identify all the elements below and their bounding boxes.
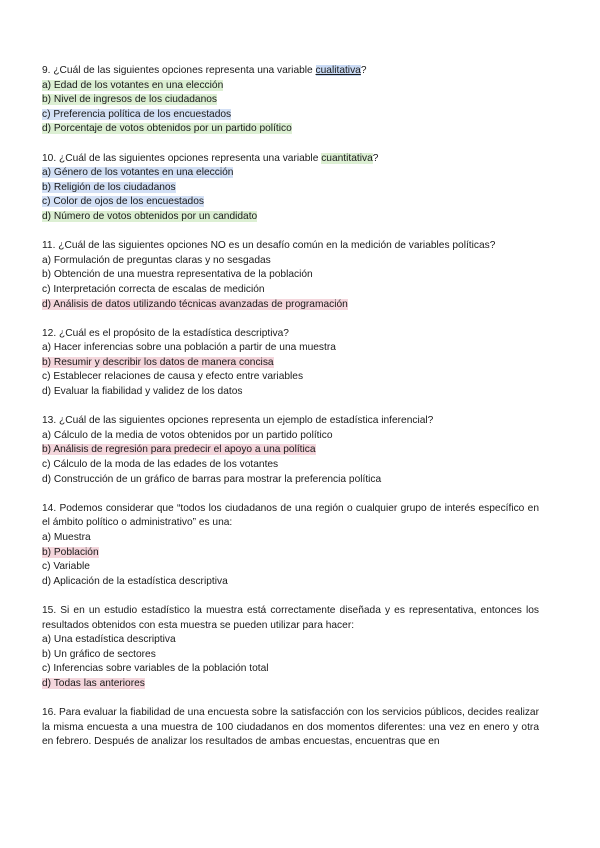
option-c [42, 108, 539, 123]
option-text: d) Aplicación de la estadística descriptiva [42, 575, 228, 587]
keyword-highlight: cualitativa [315, 65, 361, 76]
option-b [42, 648, 539, 663]
stem-text: 9. ¿Cuál de las siguientes opciones representa una variable [42, 65, 316, 76]
stem-text-end: ? [372, 152, 379, 164]
option-a [42, 254, 539, 269]
option-text: b) Un gráfico de sectores [42, 648, 156, 660]
question-stem: 16. Para evaluar la fiabilidad de una encuesta sobre la satisfacción con los servicios públicos, decides realizar la misma encuesta a una muestra de 100 ciudadanos en dos momentos diferentes: una vez en enero y otra en febrero. Después de analizar los resultados de ambas encuestas, encuentras que en [42, 707, 539, 748]
question-stem: 12. ¿Cuál es el propósito de la estadística descriptiva? [42, 327, 289, 339]
option-text: a) Formulación de preguntas claras y no sesgadas [42, 254, 271, 266]
option-c [42, 283, 539, 298]
option-text: b) Nivel de ingresos de los ciudadanos [42, 94, 217, 106]
option-d [42, 298, 539, 313]
question-13 [42, 414, 539, 487]
option-text: c) Inferencias sobre variables de la población total [42, 663, 269, 675]
option-text: b) Obtención de una muestra representativa de la población [42, 269, 313, 281]
option-text: a) Muestra [42, 532, 91, 543]
option-text: c) Cálculo de la moda de las edades de los votantes [42, 459, 279, 471]
option-text: d) Evaluar la fiabilidad y validez de los datos [42, 386, 243, 398]
question-12 [42, 327, 539, 400]
option-text: b) Análisis de regresión para predecir el apoyo a una política [42, 444, 316, 456]
option-c [42, 662, 539, 677]
option-text: c) Color de ojos de los encuestados [42, 196, 204, 208]
option-c [42, 560, 539, 575]
option-text: d) Análisis de datos utilizando técnicas avanzadas de programación [42, 298, 348, 310]
keyword-highlight: cuantitativa [321, 152, 373, 164]
option-c [42, 370, 539, 385]
option-b [42, 443, 539, 458]
option-b [42, 93, 539, 108]
option-d [42, 122, 539, 137]
option-a [42, 531, 539, 546]
option-text: a) Hacer inferencias sobre una población a partir de una muestra [42, 342, 336, 354]
option-d [42, 677, 539, 692]
option-a [42, 166, 539, 181]
option-b [42, 181, 539, 196]
question-14 [42, 502, 539, 590]
question-15 [42, 604, 539, 692]
option-d [42, 210, 539, 225]
option-text: d) Todas las anteriores [42, 677, 145, 689]
question-stem: 15. Si en un estudio estadístico la muestra está correctamente diseñada y es representativa, entonces los resultados obtenidos con esta muestra se pueden utilizar para hacer: [42, 604, 539, 631]
option-text: d) Porcentaje de votos obtenidos por un partido político [42, 123, 292, 135]
option-text: b) Religión de los ciudadanos [42, 181, 176, 193]
option-text: c) Variable [42, 561, 90, 573]
option-c [42, 195, 539, 210]
option-a [42, 79, 539, 94]
question-16 [42, 706, 539, 750]
option-d [42, 473, 539, 488]
stem-text-end: ? [360, 65, 367, 76]
option-b [42, 546, 539, 561]
question-stem: 11. ¿Cuál de las siguientes opciones NO es un desafío común en la medición de variables políticas? [42, 240, 496, 252]
option-text: c) Preferencia política de los encuestados [42, 108, 232, 120]
option-text: b) Población [42, 546, 99, 558]
option-text: a) Edad de los votantes en una elección [42, 79, 224, 91]
option-text: a) Una estadística descriptiva [42, 634, 176, 646]
question-11 [42, 239, 539, 312]
option-a [42, 633, 539, 648]
option-text: a) Género de los votantes en una elección [42, 167, 234, 179]
question-9 [42, 64, 539, 137]
question-10 [42, 152, 539, 225]
option-text: b) Resumir y describir los datos de manera concisa [42, 356, 274, 368]
option-text: a) Cálculo de la media de votos obtenidos por un partido político [42, 429, 333, 441]
option-c [42, 458, 539, 473]
option-a [42, 429, 539, 444]
option-text: c) Establecer relaciones de causa y efecto entre variables [42, 371, 304, 383]
option-a [42, 341, 539, 356]
question-stem: 13. ¿Cuál de las siguientes opciones representa un ejemplo de estadística inferencial? [42, 415, 434, 427]
option-text: d) Número de votos obtenidos por un candidato [42, 210, 258, 222]
option-text: c) Interpretación correcta de escalas de medición [42, 283, 265, 295]
option-b [42, 356, 539, 371]
question-stem [42, 152, 539, 167]
option-d [42, 385, 539, 400]
option-d [42, 575, 539, 590]
stem-text: 10. ¿Cuál de las siguientes opciones representa una variable [42, 152, 322, 164]
option-b [42, 268, 539, 283]
option-text: d) Construcción de un gráfico de barras para mostrar la preferencia política [42, 473, 382, 485]
question-stem [42, 64, 539, 79]
question-stem: 14. Podemos considerar que “todos los ciudadanos de una región o cualquier grupo de interés específico en el ámbito político o administrativo” es una: [42, 502, 539, 529]
